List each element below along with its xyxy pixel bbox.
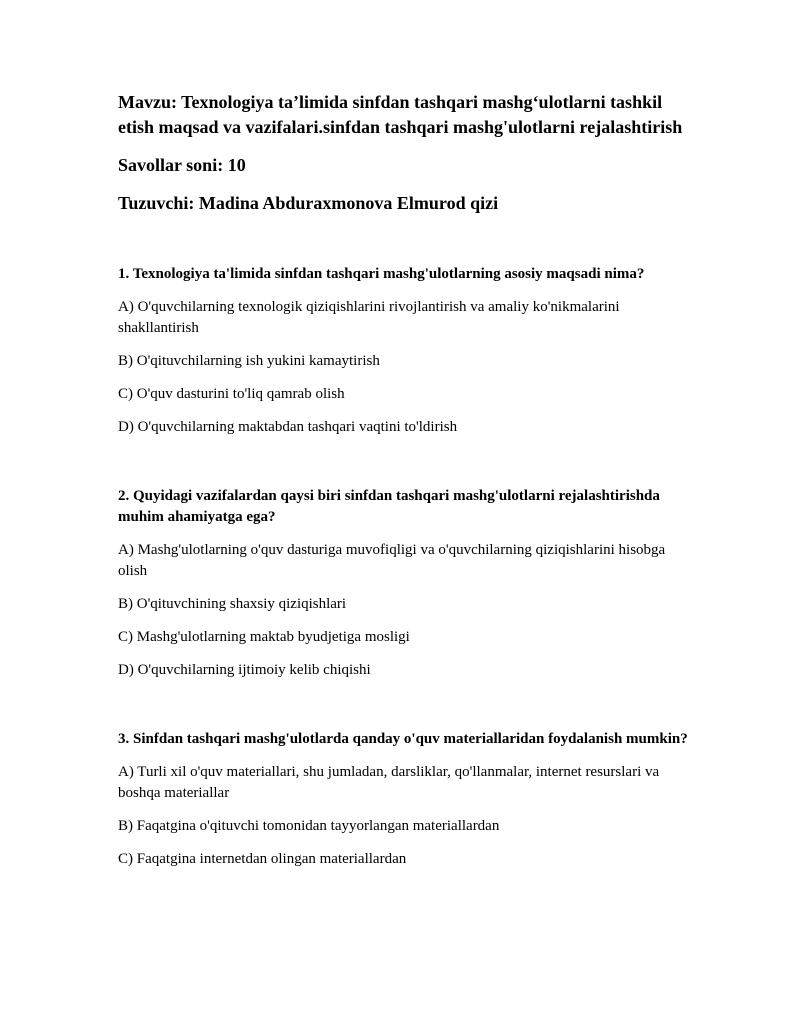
question-1-text: 1. Texnologiya ta'limida sinfdan tashqari mashg'ulotlarning asosiy maqsadi nima? <box>118 266 645 282</box>
question-1-option-c: C) O'quv dasturini to'liq qamrab olish <box>118 386 345 402</box>
question-2-option-a: A) Mashg'ulotlarning o'quv dasturiga muvofiqligi va o'quvchilarning qiziqishlarini hisobga olish <box>118 542 666 579</box>
question-2-text: 2. Quyidagi vazifalardan qaysi biri sinfdan tashqari mashg'ulotlarni rejalashtirishda muhim ahamiyatga ega? <box>118 488 660 525</box>
question-3-option-c: C) Faqatgina internetdan olingan materiallardan <box>118 851 407 867</box>
question-3 <box>118 729 693 870</box>
question-2-option-b: B) O'qituvchining shaxsiy qiziqishlari <box>118 596 347 612</box>
question-3-text: 3. Sinfdan tashqari mashg'ulotlarda qanday o'quv materiallaridan foydalanish mumkin? <box>118 731 688 747</box>
question-1-option-d: D) O'quvchilarning maktabdan tashqari vaqtini to'ldirish <box>118 419 458 435</box>
author-line: Tuzuvchi: Madina Abduraxmonova Elmurod qizi <box>118 193 499 213</box>
question-2-option-d: D) O'quvchilarning ijtimoiy kelib chiqishi <box>118 662 371 678</box>
document-page <box>118 90 693 870</box>
document-topic: Mavzu: Texnologiya ta’limida sinfdan tashqari mashg‘ulotlarni tashkil etish maqsad va vazifalari.sinfdan tashqari mashg'ulotlarni rejalashtirish <box>118 92 683 137</box>
question-1-option-b: B) O'qituvchilarning ish yukini kamaytirish <box>118 353 380 369</box>
question-3-option-b: B) Faqatgina o'qituvchi tomonidan tayyorlangan materiallardan <box>118 818 500 834</box>
question-count: Savollar soni: 10 <box>118 155 246 175</box>
question-1 <box>118 264 693 438</box>
question-2 <box>118 486 693 681</box>
question-1-option-a: A) O'quvchilarning texnologik qiziqishlarini rivojlantirish va amaliy ko'nikmalarini shakllantirish <box>118 299 620 336</box>
question-3-option-a: A) Turli xil o'quv materiallari, shu jumladan, darsliklar, qo'llanmalar, internet resurslari va boshqa materiallar <box>118 764 660 801</box>
question-2-option-c: C) Mashg'ulotlarning maktab byudjetiga mosligi <box>118 629 410 645</box>
